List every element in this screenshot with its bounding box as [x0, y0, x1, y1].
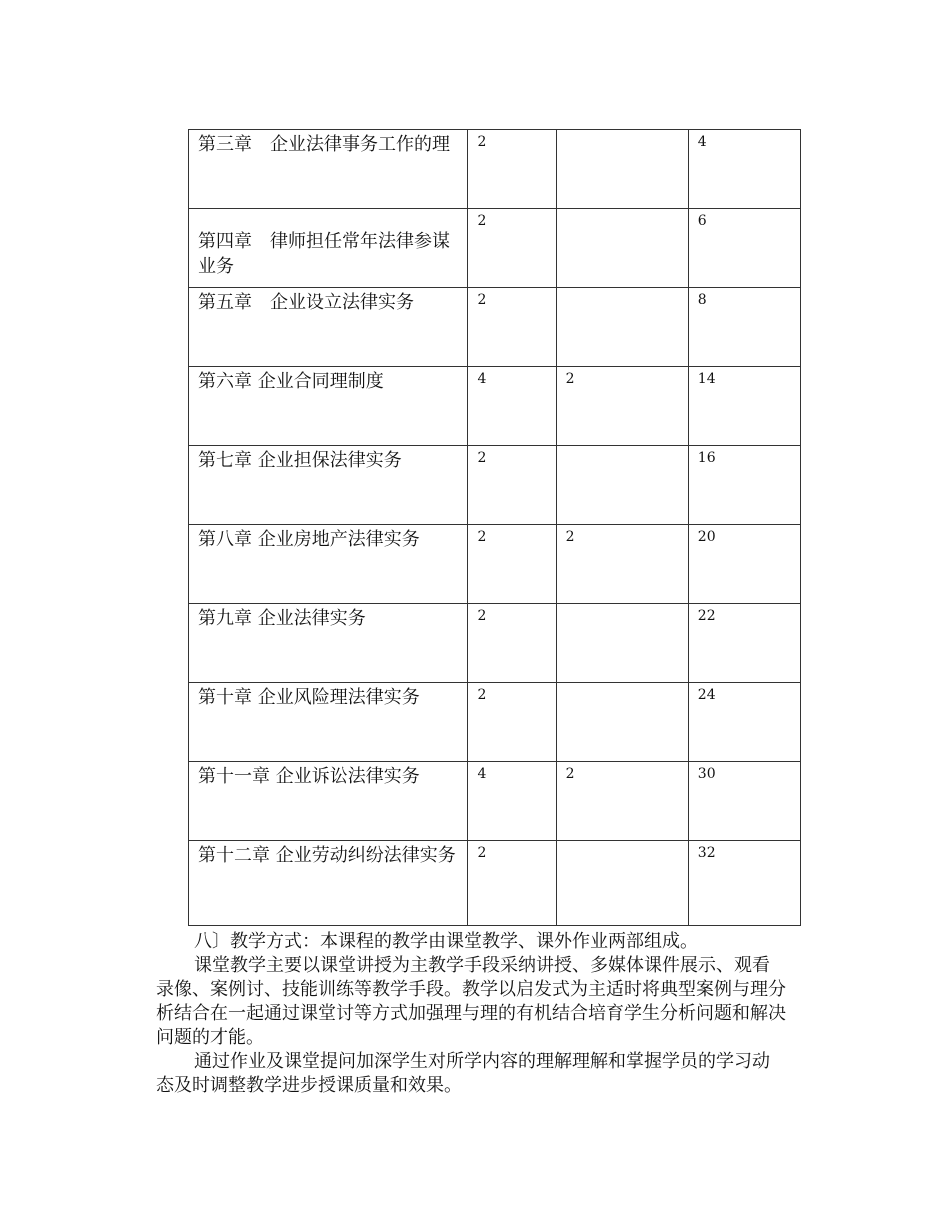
chapter-cell	[189, 288, 468, 367]
chapter-title: 第六章 企业合同理制度	[198, 371, 384, 392]
chapter-cell	[189, 841, 468, 926]
practice-hours-cell	[556, 841, 688, 926]
table-row	[189, 525, 801, 604]
lecture-hours-cell: 2	[468, 525, 556, 604]
cumulative-hours-cell: 20	[688, 525, 800, 604]
chapter-title: 第七章 企业担保法律实务	[198, 450, 402, 471]
paragraph: 课堂教学主要以课堂讲授为主教学手段采纳讲授、多媒体课件展示、观看录像、案例讨、技能训练等教学手段。教学以启发式为主适时将典型案例与理分析结合在一起通过课堂讨等方式加强理与理的有机结合培育学生分析问题和解决问题的才能。	[156, 955, 786, 1048]
chapter-cell	[189, 683, 468, 762]
cumulative-hours-cell: 30	[688, 762, 800, 841]
chapter-title: 第五章 企业设立法律实务	[198, 292, 414, 313]
chapter-cell	[189, 762, 468, 841]
chapter-cell	[189, 130, 468, 209]
table-row	[189, 288, 801, 367]
practice-hours-cell	[556, 209, 688, 288]
course-schedule-table	[188, 129, 801, 926]
practice-hours-cell	[556, 683, 688, 762]
lecture-hours-cell: 2	[468, 683, 556, 762]
paragraph: 通过作业及课堂提问加深学生对所学内容的理解理解和掌握学员的学习动态及时调整教学进步授课质量和效果。	[156, 1051, 770, 1096]
cumulative-hours-cell: 24	[688, 683, 800, 762]
chapter-title: 第十一章 企业诉讼法律实务	[198, 766, 420, 787]
cumulative-hours-cell: 6	[688, 209, 800, 288]
practice-hours-cell	[556, 130, 688, 209]
lecture-hours-cell: 2	[468, 209, 556, 288]
chapter-title: 第三章 企业法律事务工作的理	[198, 134, 450, 155]
chapter-cell	[189, 446, 468, 525]
table-row	[189, 841, 801, 926]
cumulative-hours-cell: 8	[688, 288, 800, 367]
chapter-title: 第九章 企业法律实务	[198, 608, 366, 629]
section-heading: 八〕教学方式：本课程的教学由课堂教学、课外作业两部组成。	[194, 931, 698, 952]
chapter-title: 第十二章 企业劳动纠纷法律实务	[198, 845, 456, 866]
chapter-title: 第十章 企业风险理法律实务	[198, 687, 420, 708]
chapter-cell	[189, 209, 468, 288]
cumulative-hours-cell: 4	[688, 130, 800, 209]
chapter-cell	[189, 367, 468, 446]
practice-hours-cell: 2	[556, 762, 688, 841]
lecture-hours-cell: 2	[468, 604, 556, 683]
practice-hours-cell	[556, 446, 688, 525]
table-row	[189, 209, 801, 288]
table-row	[189, 367, 801, 446]
chapter-cell	[189, 604, 468, 683]
table-row	[189, 446, 801, 525]
practice-hours-cell: 2	[556, 525, 688, 604]
cumulative-hours-cell: 16	[688, 446, 800, 525]
lecture-hours-cell: 2	[468, 288, 556, 367]
table-row	[189, 604, 801, 683]
cumulative-hours-cell: 32	[688, 841, 800, 926]
table-row	[189, 130, 801, 209]
chapter-title: 第八章 企业房地产法律实务	[198, 529, 420, 550]
table-row	[189, 683, 801, 762]
teaching-method-section	[156, 930, 786, 1098]
lecture-hours-cell: 4	[468, 762, 556, 841]
schedule-table-body	[189, 130, 801, 926]
cumulative-hours-cell: 22	[688, 604, 800, 683]
table-row	[189, 762, 801, 841]
lecture-hours-cell: 2	[468, 446, 556, 525]
lecture-hours-cell: 2	[468, 841, 556, 926]
chapter-title: 第四章 律师担任常年法律参谋业务	[198, 231, 450, 277]
lecture-hours-cell: 2	[468, 130, 556, 209]
chapter-cell	[189, 525, 468, 604]
practice-hours-cell: 2	[556, 367, 688, 446]
cumulative-hours-cell: 14	[688, 367, 800, 446]
lecture-hours-cell: 4	[468, 367, 556, 446]
practice-hours-cell	[556, 288, 688, 367]
practice-hours-cell	[556, 604, 688, 683]
